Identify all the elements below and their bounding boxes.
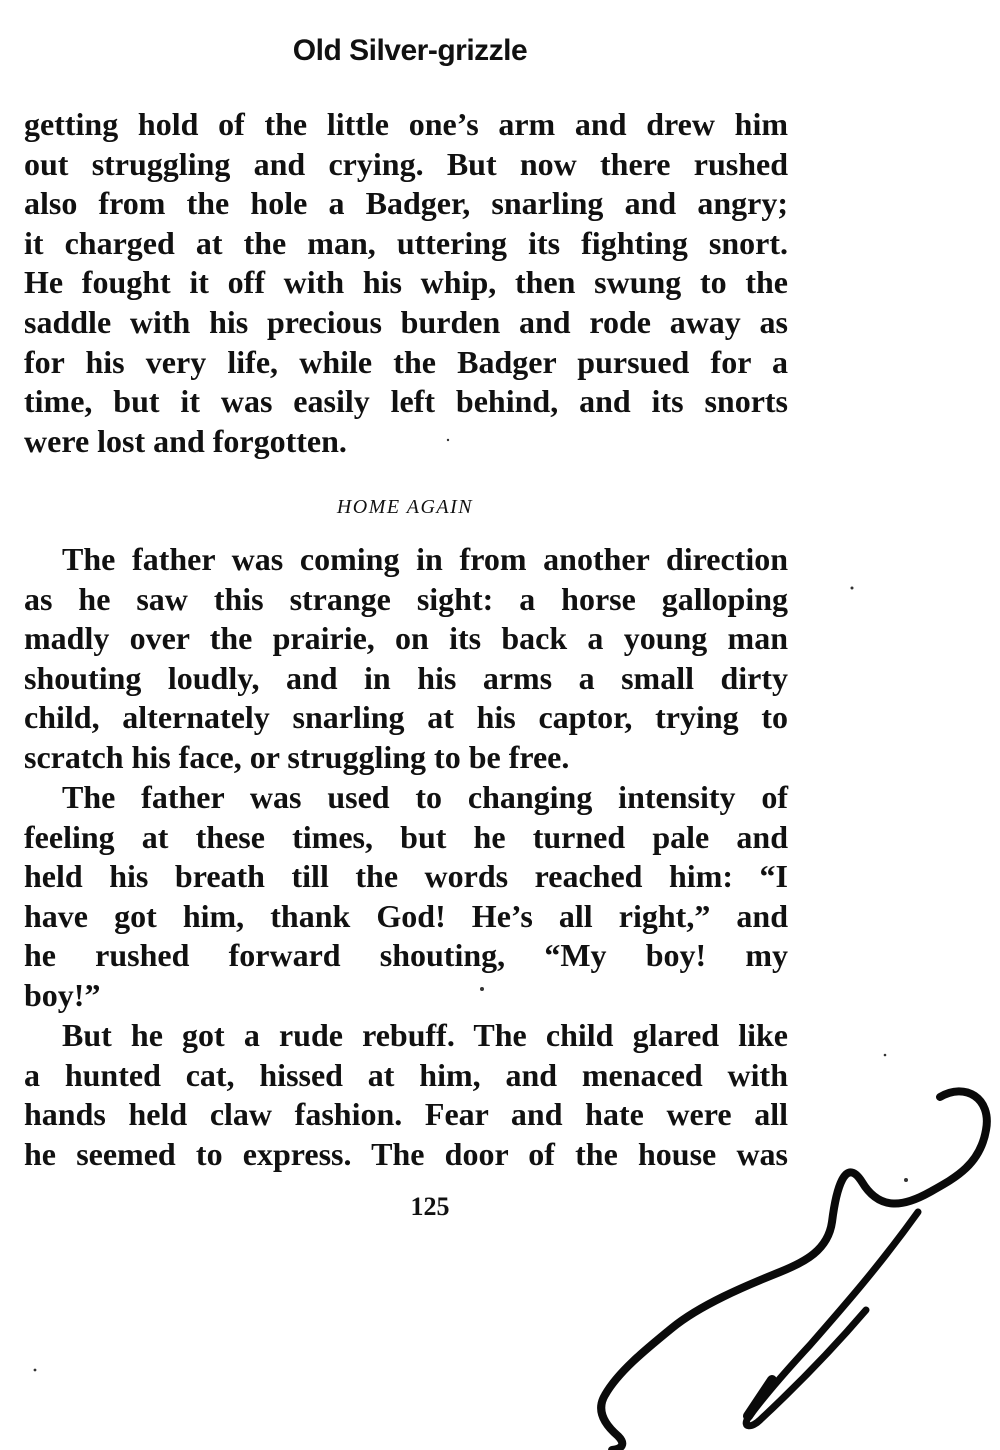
- text-line: it charged at the man, uttering its fighting snort.: [24, 224, 788, 261]
- running-head: Old Silver-grizzle: [292, 34, 528, 67]
- text-line: hands held claw fashion. Fear and hate were all: [24, 1096, 788, 1133]
- text-line: child, alternately snarling at his captor, trying to: [24, 699, 788, 736]
- ink-speck: [904, 1178, 908, 1182]
- text-line: for his very life, while the Badger pursued for a: [24, 343, 788, 380]
- text-line: feeling at these times, but he turned pale and: [24, 818, 788, 855]
- text-line: also from the hole a Badger, snarling and angry;: [24, 185, 788, 222]
- text-line: shouting loudly, and in his arms a small dirty: [24, 659, 788, 696]
- ink-speck: [480, 987, 484, 991]
- text-line: he seemed to express. The door of the house was: [24, 1135, 788, 1172]
- text-line: The father was used to changing intensity of: [62, 779, 788, 815]
- text-line: madly over the prairie, on its back a young man: [24, 620, 788, 657]
- text-line: a hunted cat, hissed at him, and menaced with: [24, 1056, 788, 1093]
- text-line: saddle with his precious burden and rode away as: [24, 303, 788, 340]
- ink-speck: [884, 1054, 887, 1057]
- page-number: 125: [410, 1192, 450, 1221]
- text-line: out struggling and crying. But now there rushed: [24, 145, 788, 182]
- ink-speck: [447, 439, 449, 441]
- text-line: he rushed forward shouting, “My boy! my: [24, 937, 788, 974]
- text-line: But he got a rude rebuff. The child glared like: [62, 1017, 788, 1053]
- ink-speck: [851, 587, 854, 590]
- text-line: scratch his face, or struggling to be free.: [24, 738, 570, 775]
- text-line: time, but it was easily left behind, and its snorts: [24, 383, 788, 420]
- ink-stroke: [601, 1091, 987, 1450]
- text-line: held his breath till the words reached him: “I: [24, 858, 788, 895]
- text-line: were lost and forgotten.: [24, 422, 347, 459]
- ink-stroke: [746, 1212, 918, 1426]
- text-line: getting hold of the little one’s arm and drew him: [24, 106, 788, 142]
- text-line: as he saw this strange sight: a horse galloping: [24, 580, 788, 617]
- text-line: boy!”: [24, 976, 101, 1013]
- text-line: He fought it off with his whip, then swung to the: [24, 264, 788, 301]
- text-line: The father was coming in from another direction: [62, 541, 788, 577]
- ink-speck: [34, 1369, 37, 1372]
- text-line: have got him, thank God! He’s all right,” and: [24, 897, 788, 934]
- section-heading: HOME AGAIN: [336, 496, 474, 518]
